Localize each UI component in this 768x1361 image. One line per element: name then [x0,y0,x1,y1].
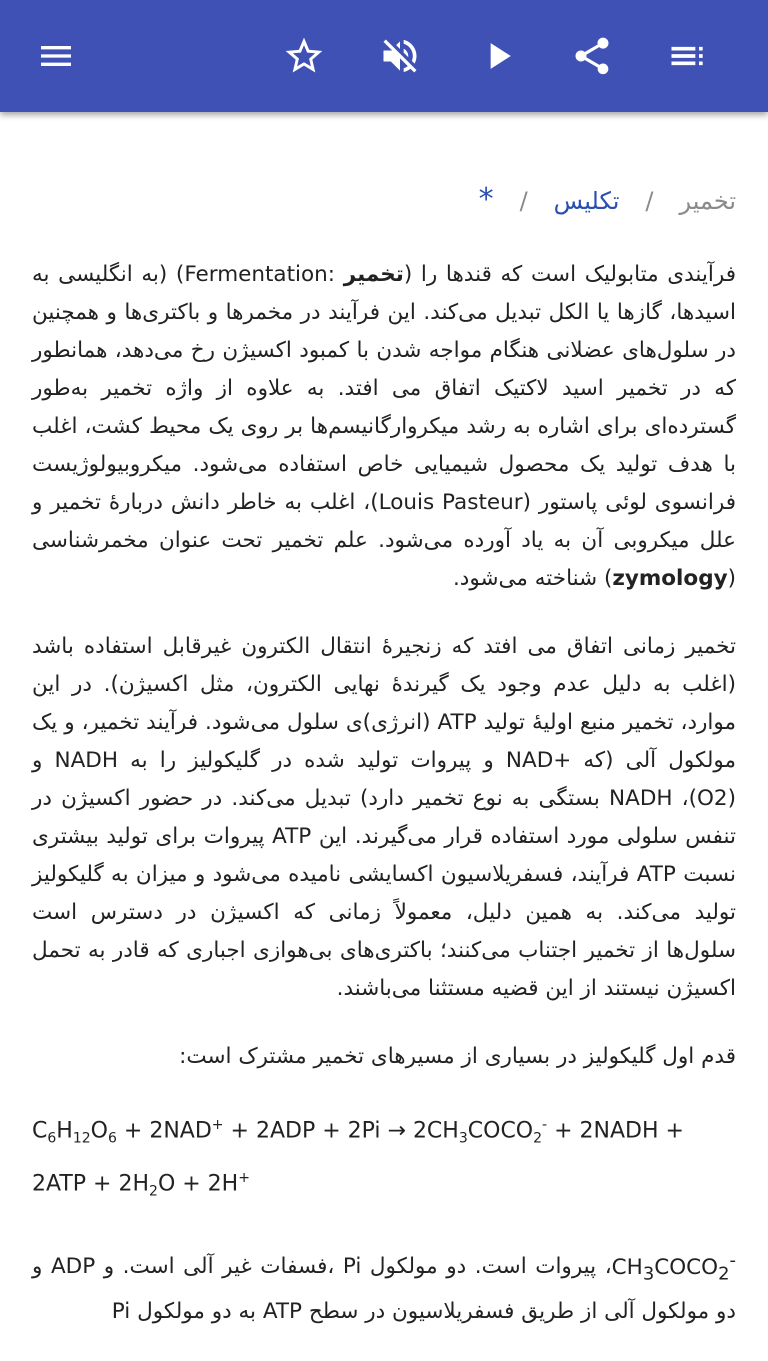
article-paragraph: تخمیر زمانی اتفاق می افتد که زنجیرهٔ انتقال الکترون غیرقابل استفاده باشد (اغلب به دلیل عدم وجود یک گیرندهٔ نهایی الکترون، مثل اکسیژن). در این موارد، تخمیر منبع اولیهٔ تولید ATP (انرژی)ی سلول می‌شود. فرآیند تخمیر، و یک مولکول آلی (که +NAD و پیروات تولید شده در گلیکولیز را به NADH و NADH ،(O2) بستگی به نوع تخمیر دارد) تبدیل می‌کند. در حضور اکسیژن در تنفس سلولی مورد استفاده قرار می‌گیرند. این ATP پیروات برای تولید بیشتری نسبت ATP فرآیند، فسفریلاسیون اکسایشی نامیده می‌شود و میزان به گلیکولیز تولید می‌کند. به همین دلیل، معمولاً زمانی که اکسیژن در دسترس است سلول‌ها از تخمیر اجتناب می‌کنند؛ باکتری‌های بی‌هوازی اجباری که قادر به تحمل اکسیژن نیستند از این قضیه مستثنا می‌باشند. [32,634,737,1001]
breadcrumb-current: تخمیر [679,187,736,215]
share-icon [570,34,614,78]
article-paragraph: فرآیندی متابولیک است که قندها را (تخمیر :Fermentation) (به انگلیسی به اسیدها، گازها یا الکل تبدیل می‌کند. این فرآیند در مخمرها و باکتری‌ها و همچنین در سلول‌های عضلانی هنگام مواجه شدن با کمبود اکسیژن رخ می‌دهد، همانطور که در تخمیر اسید لاکتیک اتفاق می افتد. به علاوه از واژه تخمیر به‌طور گسترده‌ای برای اشاره به رشد میکروارگانیسم‌ها بر روی یک محیط کشت، اغلب با هدف تولید یک محصول شیمیایی خاص استفاده می‌شود. میکروبیولوژیست فرانسوی لوئی پاستور (Louis Pasteur)، اغلب به خاطر دانش دربارهٔ تخمیر و علل میکروبی آن به یاد آورده می‌شود. علم تخمیر تحت عنوان مخمرشناسی (zymology) شناخته می‌شود. [32,262,736,591]
share-button[interactable] [564,28,620,84]
list-icon [666,34,710,78]
breadcrumb-separator: / [519,187,528,215]
play-button[interactable] [470,28,526,84]
volume-off-icon [378,34,422,78]
pyruvate-formula: $CH_3COCO_2^-$ [611,1249,736,1284]
mute-button[interactable] [372,28,428,84]
breadcrumb-root-link[interactable]: * [478,182,494,217]
article-body [32,256,736,1361]
star-outline-icon [282,34,326,78]
favorite-button[interactable] [276,28,332,84]
article-term-zymology: zymology [612,566,728,591]
glycolysis-equation: $C_6H_{12}O_6 + 2NAD^+ + 2ADP + 2Pi$ → $2CH_3COCO_2^-$ + 2NADH + $2ATP + 2H_2O + 2H^+$ [32,1117,684,1200]
menu-button[interactable] [28,28,84,84]
contents-button[interactable] [660,28,716,84]
breadcrumb-parent-link[interactable]: تکلیس [553,187,620,215]
play-icon [476,34,520,78]
article-term: تخمیر [343,262,404,287]
menu-icon [36,36,76,76]
breadcrumb-separator: / [645,187,654,215]
article-paragraph: $CH_3COCO_2^-،$ پیروات است. دو مولکول Pi ،فسفات غیر آلی است. و ADP و دو مولکول آلی از طریق فسفریلاسیون در سطح ATP به دو مولکول Pi [32,1249,736,1324]
breadcrumb [32,180,736,220]
app-bar [0,0,768,112]
article-paragraph: قدم اول گلیکولیز در بسیاری از مسیرهای تخمیر مشترک است: [179,1044,736,1069]
